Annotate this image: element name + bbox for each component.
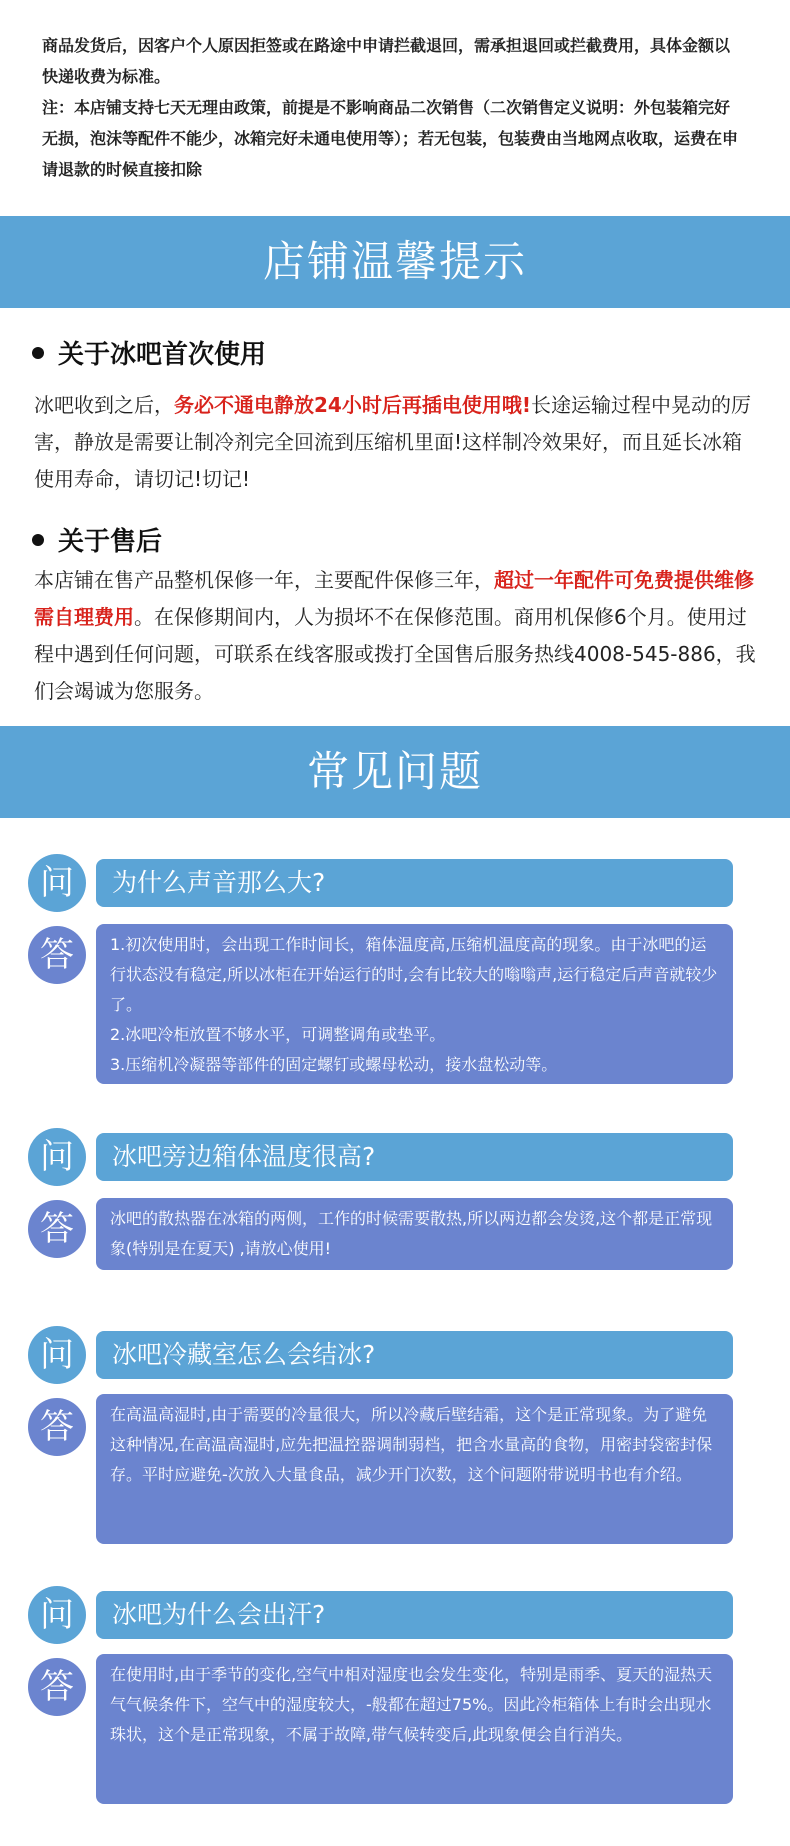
faq-question: 冰吧为什么会出汗? <box>96 1591 733 1639</box>
answer-line: 2.冰吧冷柜放置不够水平，可调整调角或垫平。 <box>110 1025 446 1044</box>
store-tips-banner: 店铺温馨提示 <box>0 216 790 308</box>
first-use-warning: 务必不通电静放24小时后再插电使用哦! <box>174 393 531 417</box>
after-sales-paragraph <box>34 562 756 710</box>
after-sales-heading <box>32 521 162 558</box>
after-sales-highlight: 超过一年配件可免费提供维修需自理费用 <box>34 568 754 629</box>
first-use-heading <box>32 334 266 371</box>
seven-day-policy-note: 注：本店铺支持七天无理由政策，前提是不影响商品二次销售（二次销售定义说明：外包装箱完好无损，泡沫等配件不能少，冰箱完好未通电使用等）；若无包装，包装费由当地网点收取，运费在申请退款的时候直接扣除 <box>42 98 739 179</box>
after-sales-text-end: 。在保修期间内，人为损坏不在保修范围。商用机保修6个月。使用过程中遇到任何问题，可联系在线客服或拨打全国售后服务热线4008-545-886，我们会竭诚为您服务。 <box>34 605 756 703</box>
answer-icon: 答 <box>28 1200 86 1258</box>
faq-question: 为什么声音那么大? <box>96 859 733 907</box>
answer-line: 在使用时,由于季节的变化,空气中相对湿度也会发生变化，特别是雨季、夏天的湿热天气气候条件下，空气中的湿度较大，-般都在超过75%。因此冷柜箱体上有时会出现水珠状，这个是正常现象，不属于故障,带气候转变后,此现象便会自行消失。 <box>110 1665 713 1744</box>
bullet-icon <box>32 534 44 546</box>
first-use-text-start: 冰吧收到之后， <box>34 393 174 417</box>
return-policy-notice <box>42 30 742 185</box>
faq-answer <box>96 1394 733 1544</box>
faq-answer <box>96 924 733 1084</box>
after-sales-title: 关于售后 <box>58 527 163 557</box>
answer-line: 冰吧的散热器在冰箱的两侧，工作的时候需要散热,所以两边都会发烫,这个都是正常现象(特别是在夏天) ,请放心使用! <box>110 1209 713 1258</box>
answer-icon: 答 <box>28 1398 86 1456</box>
faq-question: 冰吧旁边箱体温度很高? <box>96 1133 733 1181</box>
question-icon: 问 <box>28 1128 86 1186</box>
answer-line: 在高温高湿时,由于需要的冷量很大，所以冷藏后壁结霜，这个是正常现象。为了避免这种情况,在高温高湿时,应先把温控器调制弱档，把含水量高的食物，用密封袋密封保存。平时应避免-次放入大量食品，减少开门次数，这个问题附带说明书也有介绍。 <box>110 1405 713 1484</box>
faq-answer <box>96 1198 733 1270</box>
first-use-title: 关于冰吧首次使用 <box>58 340 267 370</box>
answer-line: 1.初次使用时，会出现工作时间长，箱体温度高,压缩机温度高的现象。由于冰吧的运行状态没有稳定,所以冰柜在开始运行的时,会有比较大的嗡嗡声,运行稳定后声音就较少了。 <box>110 935 718 1014</box>
answer-icon: 答 <box>28 1658 86 1716</box>
faq-question: 冰吧冷藏室怎么会结冰? <box>96 1331 733 1379</box>
after-sales-text-start: 本店铺在售产品整机保修一年，主要配件保修三年， <box>34 568 494 592</box>
question-icon: 问 <box>28 854 86 912</box>
faq-banner: 常见问题 <box>0 726 790 818</box>
answer-icon: 答 <box>28 926 86 984</box>
return-fee-note: 商品发货后，因客户个人原因拒签或在路途中申请拦截退回，需承担退回或拦截费用，具体金额以快递收费为标准。 <box>42 36 731 86</box>
faq-answer <box>96 1654 733 1804</box>
question-icon: 问 <box>28 1326 86 1384</box>
bullet-icon <box>32 347 44 359</box>
question-icon: 问 <box>28 1586 86 1644</box>
first-use-paragraph <box>34 387 756 498</box>
first-use-text-end: 长途运输过程中晃动的厉害，静放是需要让制冷剂完全回流到压缩机里面!这样制冷效果好，而且延长冰箱使用寿命，请切记!切记! <box>34 393 751 491</box>
answer-line: 3.压缩机冷凝器等部件的固定螺钉或螺母松动，接水盘松动等。 <box>110 1055 558 1074</box>
